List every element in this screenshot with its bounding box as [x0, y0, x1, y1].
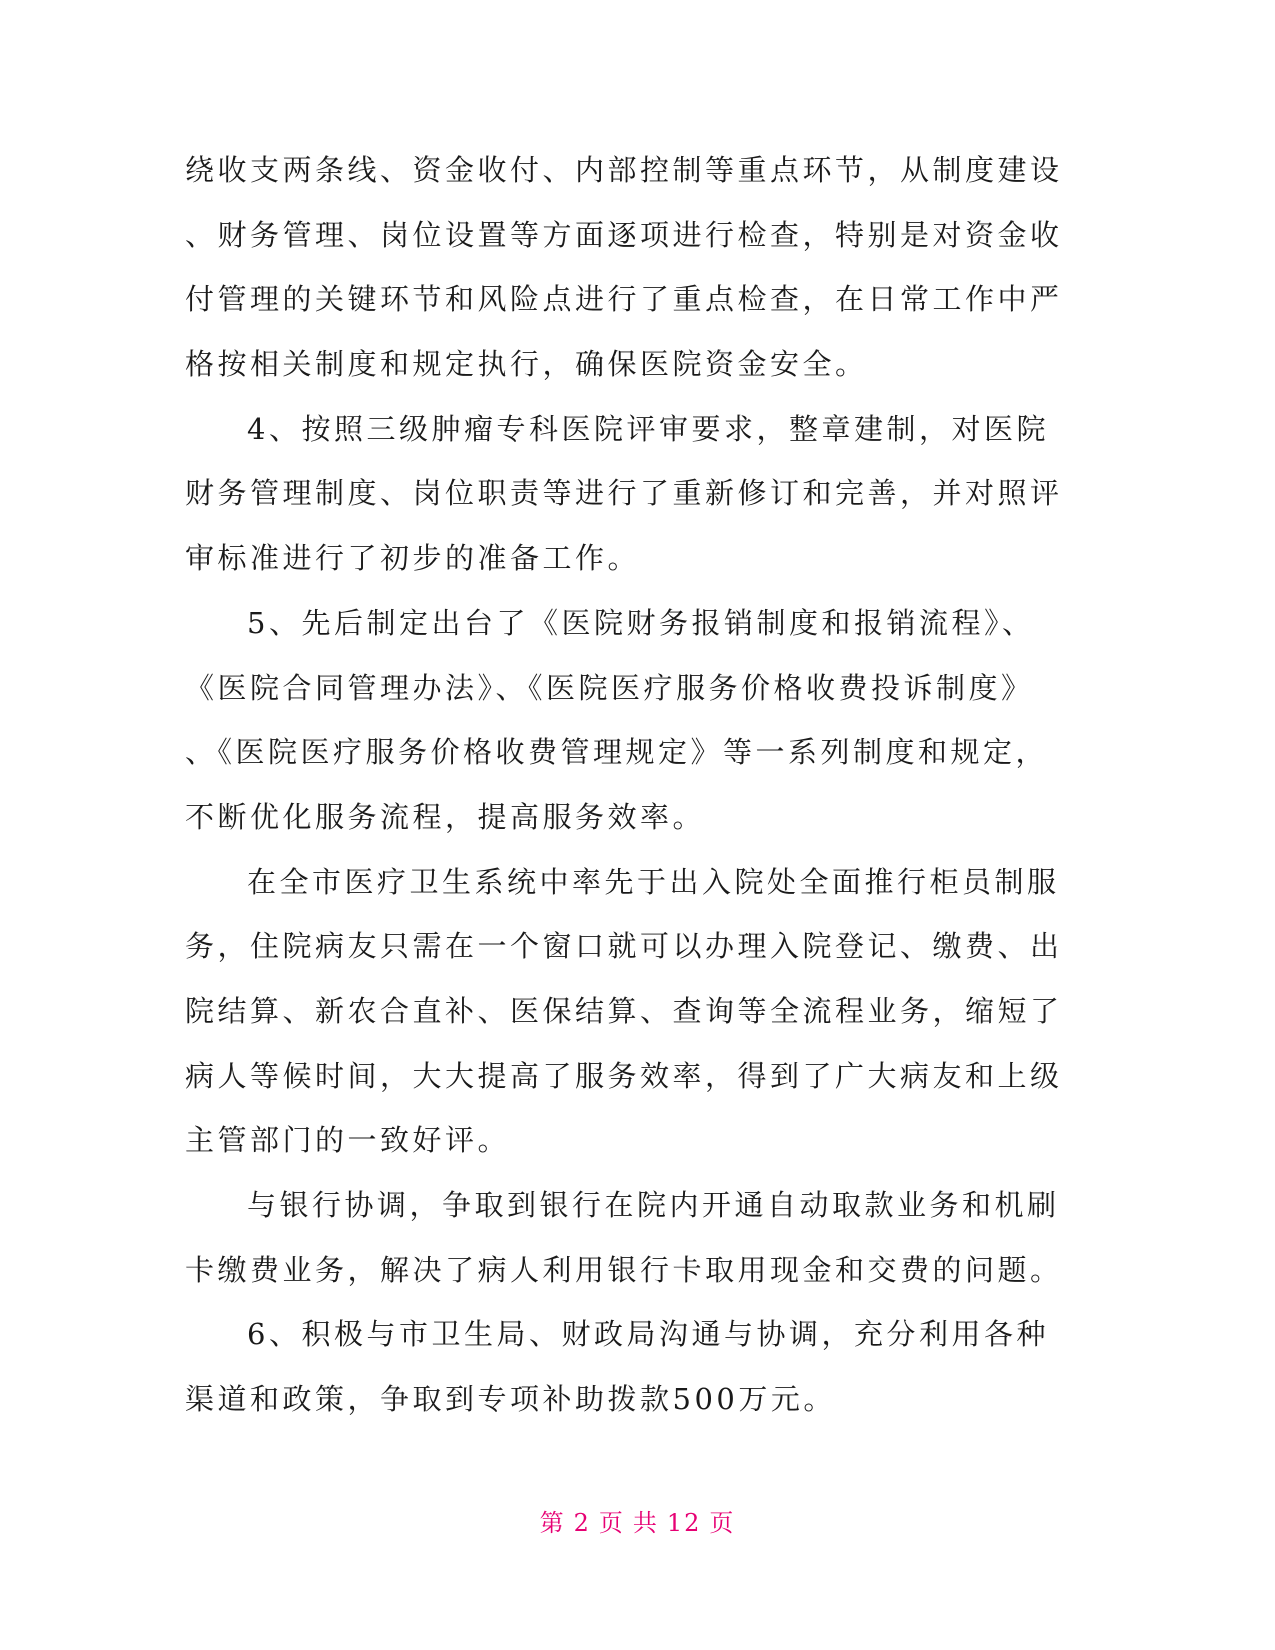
- text-line: 病人等候时间，大大提高了服务效率，得到了广大病友和上级: [185, 1058, 1063, 1093]
- text-line: 不断优化服务流程，提高服务效率。: [185, 799, 706, 834]
- text-line: 4、按照三级肿瘤专科医院评审要求，整章建制，对医院: [247, 411, 1049, 446]
- text-line: 、《医院医疗服务价格收费管理规定》等一系列制度和规定，: [185, 735, 1049, 770]
- text-line: 付管理的关键环节和风险点进行了重点检查，在日常工作中严: [185, 282, 1063, 317]
- text-line: 、财务管理、岗位设置等方面逐项进行检查，特别是对资金收: [185, 217, 1063, 252]
- footer-suffix: 页: [709, 1509, 736, 1537]
- text-line: 5、先后制定出台了《医院财务报销制度和报销流程》、: [247, 605, 1035, 640]
- text-line: 卡缴费业务，解决了病人利用银行卡取用现金和交费的问题。: [185, 1252, 1063, 1287]
- footer-prefix: 第: [539, 1509, 566, 1537]
- text-line: 务，住院病友只需在一个窗口就可以办理入院登记、缴费、出: [185, 929, 1063, 964]
- text-line: 渠道和政策，争取到专项补助拨款500万元。: [185, 1382, 836, 1417]
- text-line: 《医院合同管理办法》、《医院医疗服务价格收费投诉制度》: [185, 670, 1034, 705]
- text-line: 主管部门的一致好评。: [185, 1123, 511, 1158]
- footer-total-label: 共: [632, 1509, 659, 1537]
- body-text: [185, 138, 1085, 1432]
- text-line: 绕收支两条线、资金收付、内部控制等重点环节，从制度建设: [185, 153, 1063, 187]
- text-line: 格按相关制度和规定执行，确保医院资金安全。: [185, 347, 868, 382]
- footer-page-word: 页: [598, 1509, 625, 1537]
- total-page-count: 12: [666, 1509, 702, 1537]
- text-line: 在全市医疗卫生系统中率先于出入院处全面推行柜员制服: [247, 864, 1060, 899]
- text-line: 与银行协调，争取到银行在院内开通自动取款业务和机刷: [247, 1188, 1060, 1222]
- text-line: 财务管理制度、岗位职责等进行了重新修订和完善，并对照评: [185, 476, 1063, 511]
- text-line: 审标准进行了初步的准备工作。: [185, 541, 641, 576]
- page-footer: [0, 1503, 1275, 1538]
- text-line: 6、积极与市卫生局、财政局沟通与协调，充分利用各种: [247, 1317, 1049, 1352]
- current-page-number: 2: [573, 1509, 591, 1537]
- text-line: 院结算、新农合直补、医保结算、查询等全流程业务，缩短了: [185, 993, 1063, 1028]
